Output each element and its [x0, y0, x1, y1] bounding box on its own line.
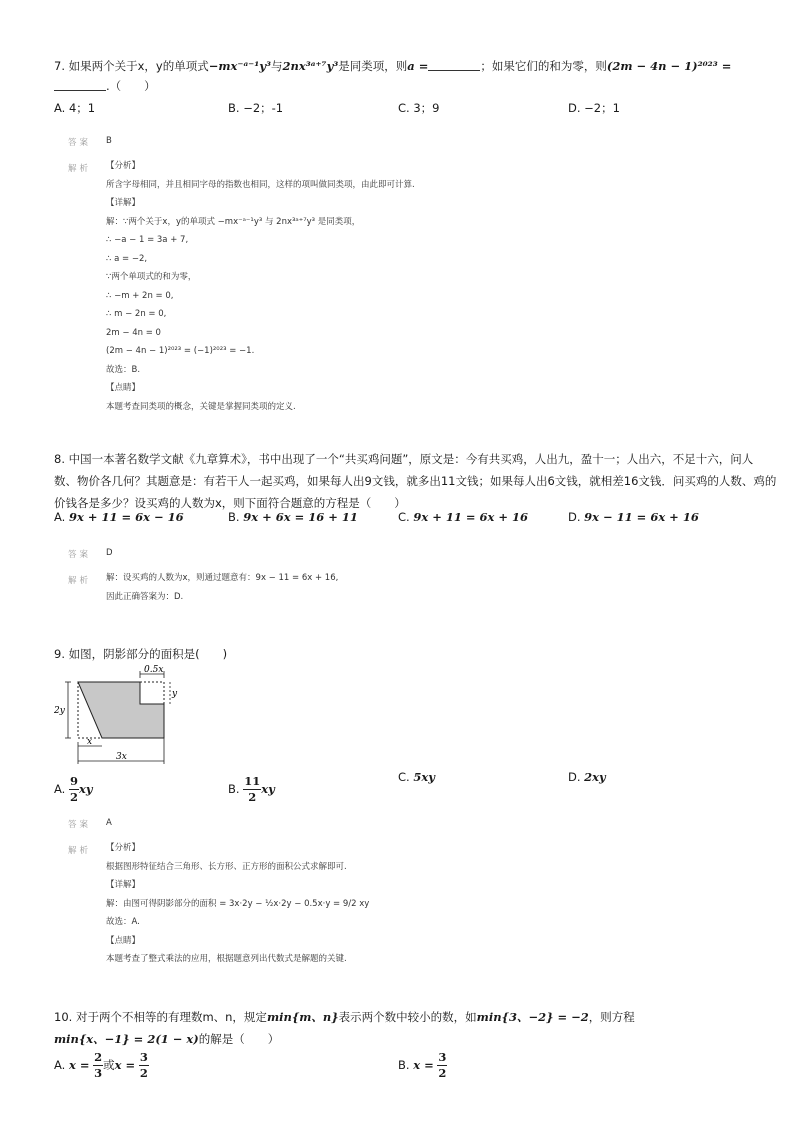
q7-stem: [54, 56, 764, 96]
q7-monomial-2: 2nx³ᵃ⁺⁷y³: [282, 59, 339, 73]
q8-explanation: 解：设买鸡的人数为x，则通过题意有：9x − 11 = 6x + 16, 因此正确答案为：D.: [106, 573, 339, 602]
q9-figure: [54, 664, 184, 764]
q8-answer-value: D: [106, 548, 113, 558]
fig-label-2y: 2y: [54, 706, 65, 716]
q7-answer-block: [68, 136, 754, 416]
fig-label-3x: 3x: [116, 752, 127, 762]
q9-option-d[interactable]: D. 2xy: [568, 770, 606, 784]
q8-options: [54, 510, 774, 532]
q7-option-a[interactable]: A. 4；1: [54, 101, 96, 115]
q7-answer-value: B: [106, 136, 112, 146]
q9-answer-value: A: [106, 818, 112, 828]
q7-option-c[interactable]: C. 3；9: [398, 101, 440, 115]
q9-option-c[interactable]: C. 5xy: [398, 770, 435, 784]
q10-min-def: min{m、n}: [266, 1010, 339, 1024]
q8-answer-block: 答案 D 解析 解：设买鸡的人数为x，则通过题意有：9x − 11 = 6x + 16, 因此正确答案为：D.: [68, 548, 754, 608]
q7-expression: (2m − 4n − 1)²⁰²³ =: [606, 59, 732, 73]
q7-text-a: 7. 如果两个关于x，y的单项式: [54, 59, 209, 73]
q7-explanation: 【分析】 所含字母相同，并且相同字母的指数也相同，这样的项叫做同类项，由此即可计算. 【详解】 解：∵两个关于x，y的单项式 −mx⁻ᵃ⁻¹y³ 与 2nx³ᵃ⁺⁷y³ 是同类项， ∴ −a − 1 = 3a + 7, ∴ a = −2, ∵两个单项式的和为零， ∴ −m + 2n = 0, ∴ m − 2n = 0, 2m − 4n = 0 (2m − 4n − 1)²⁰²³ = (−1)²⁰²³ = −1. 故选：B. 【点睛】 本题考查同类项的概念，关键是掌握同类项的定义.: [106, 161, 415, 412]
q8-option-d[interactable]: D. 9x − 11 = 6x + 16: [568, 510, 699, 524]
q10-option-a[interactable]: A. x = $\frac{2}{3}$ 或x = $\frac{3}{2}$: [54, 1050, 148, 1080]
q8-option-a[interactable]: A. 9x + 11 = 6x − 16: [54, 510, 184, 524]
q7-options: [54, 100, 774, 122]
explain-label: 解析: [68, 164, 92, 174]
q10-min-example: min{3、−2} = −2: [476, 1010, 589, 1024]
answer-label: 答案: [68, 138, 92, 148]
q7-text-e: .（ ）: [106, 79, 156, 93]
q7-a-eq: a =: [407, 59, 429, 73]
q10-option-b[interactable]: B. x = $\frac{3}{2}$: [398, 1050, 447, 1080]
q7-monomial-1: −mx⁻ᵃ⁻¹y³: [208, 59, 272, 73]
q7-text-b: 与: [271, 59, 283, 73]
q7-blank-1[interactable]: [428, 58, 480, 71]
fig-label-x: x: [87, 737, 93, 747]
q9-explanation: 【分析】 根据图形特征结合三角形、长方形、正方形的面积公式求解即可. 【详解】 解：由图可得阴影部分的面积 = 3x·2y − ½x·2y − 0.5x·y = 9/2 xy 故选：A. 【点睛】 本题考查了整式乘法的应用，根据题意列出代数式是解题的关键.: [106, 843, 370, 964]
q10-stem: 10. 对于两个不相等的有理数m、n，规定min{m、n}表示两个数中较小的数，如min{3、−2} = −2，则方程 min{x、−1} = 2(1 − x)的解是（ ）: [54, 1010, 635, 1046]
q9-stem: 9. 如图，阴影部分的面积是( ): [54, 647, 228, 661]
q9-option-a[interactable]: A. $\frac{9}{2}$ xy: [54, 774, 93, 804]
fig-label-0-5x: 0.5x: [144, 665, 164, 675]
q10-options: [54, 1050, 774, 1086]
q8-option-c[interactable]: C. 9x + 11 = 6x + 16: [398, 510, 528, 524]
q7-option-d[interactable]: D. −2；1: [568, 101, 620, 115]
q7-option-b[interactable]: B. −2；-1: [228, 101, 284, 115]
q9-answer-block: 答案 A 解析 【分析】 根据图形特征结合三角形、长方形、正方形的面积公式求解即可. 【详解】 解：由图可得阴影部分的面积 = 3x·2y − ½x·2y − 0.5x·y = 9/2 xy 故选：A. 【点睛】 本题考查了整式乘法的应用，根据题意列出代数式是解题的关键.: [68, 818, 754, 978]
fig-label-y: y: [172, 689, 178, 699]
q10-equation: min{x、−1} = 2(1 − x): [54, 1032, 199, 1046]
q9-options: [54, 768, 774, 804]
q8-stem: 8. 中国一本著名数学文献《九章算术》，书中出现了一个“共买鸡问题”，原文是：今有共买鸡，人出九，盈十一；人出六，不足十六，问人 数、物价各几何？其题意是：有若干人一起买鸡，如果每人出9文钱，就多出11文钱；如果每人出6文钱，就相差16文钱．问买鸡的人数、鸡的 价钱各是多少？设买鸡的人数为x，则下面符合题意的方程是（ ）: [54, 452, 777, 510]
q7-text-d: ；如果它们的和为零，则: [480, 59, 607, 73]
q7-blank-2[interactable]: [54, 78, 106, 91]
q9-option-b[interactable]: B. $\frac{11}{2}$ xy: [228, 774, 275, 804]
q7-text-c: 是同类项，则: [338, 59, 408, 73]
q8-option-b[interactable]: B. 9x + 6x = 16 + 11: [228, 510, 358, 524]
